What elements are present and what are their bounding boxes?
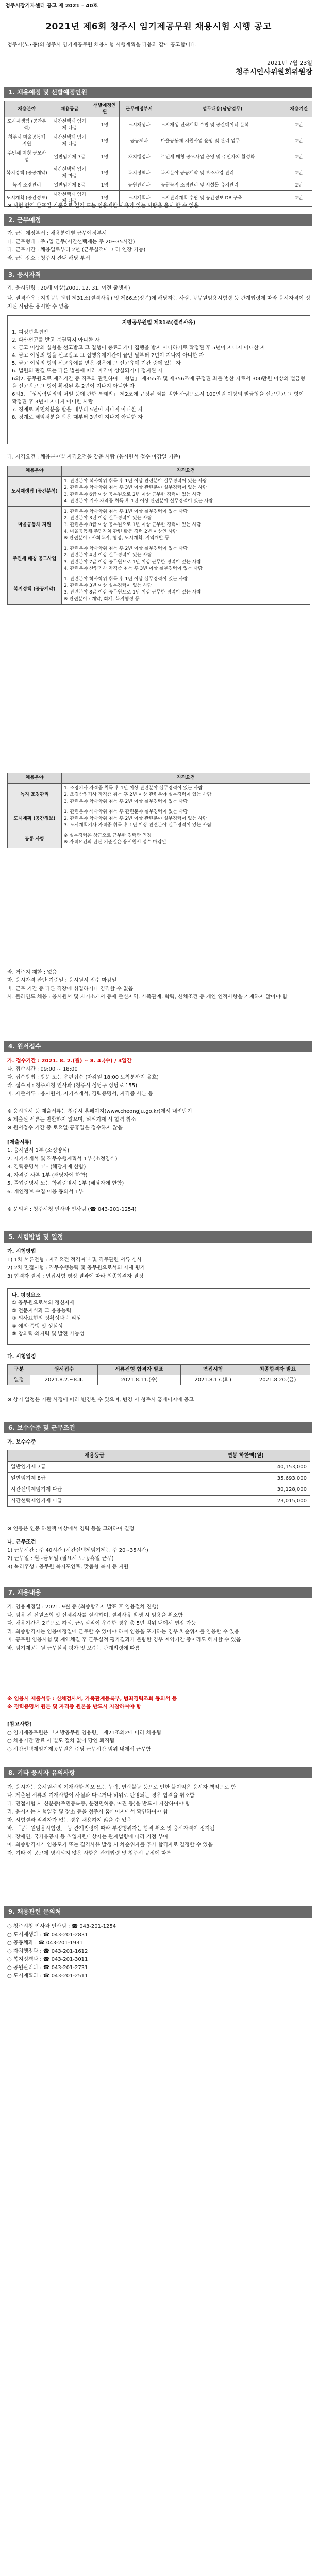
box-line: 6의3. 「성폭력범죄의 처벌 등에 관한 특례법」 제2조에 규정된 죄를 범한 사람으로서 100만원 이상의 벌금형을 선고받고 그 형이 확정된 후 3년이 지나지 아니한 사람 — [12, 392, 304, 405]
pay-grade: 일반임기제 7급 — [8, 1462, 181, 1473]
hiring-line: 가. 임용예정일 : 2021. 9월 중 (최종합격자 발표 후 임용절차 진행) — [7, 1604, 159, 1610]
hiring-red-note: ※ 임용시 제출서류 : 신체검사서, 가족관계등록부, 범죄경력조회 동의서 등 — [7, 1696, 177, 1702]
schedule-cell: 일정 — [8, 1375, 30, 1385]
work-condition: 3) 복리후생 : 공무원 복지포인트, 맞춤형 복지 등 지원 — [7, 1564, 129, 1570]
box-line: 7. 징계로 파면처분을 받은 때부터 5년이 지나지 아니한 자 — [12, 407, 143, 413]
hiring-extra-line: ○ 임기제공무원은 「지방공무원 임용령」 제21조의2에 따라 채용됨 — [7, 1730, 161, 1736]
positions-cell: 2년 — [286, 149, 312, 165]
box-title: 지방공무원법 제31조(결격사유) — [122, 320, 196, 326]
note-line: 마. 시험결과 적격자가 없는 경우 채용하지 않을 수 있음 — [7, 1818, 132, 1823]
exam-method-line: 1) 1차 서류전형 : 자격요건 적격여부 및 직무관련 서류 심사 — [7, 1257, 142, 1263]
req-line: 1. 관련분야 학사학위 취득 후 2년 이상 실무경력이 있는 사람 — [64, 546, 188, 551]
schedule-note: ※ 상기 일정은 기관 사정에 따라 변경될 수 있으며, 변경 시 청주시 홈페이지에 공고 — [7, 1397, 194, 1403]
req-detail — [62, 784, 310, 807]
hiring-extra-line: ○ 시간선택제임기제공무원은 주당 근무시간 범위 내에서 근무함 — [7, 1747, 151, 1752]
positions-header: 선발예정인원 — [90, 101, 120, 117]
pay-amount: 23,015,000 — [181, 1496, 310, 1507]
application-contact: ※ 문의처 : 청주시청 인사과 인사팀 (☎ 043-201-1254) — [7, 1207, 137, 1212]
hiring-line: 다. 채용기간은 2년으로 하되, 근무실적이 우수한 경우 총 5년 범위 내에서 연장 가능 — [7, 1621, 196, 1626]
req-field: 녹지 조경관리 — [8, 784, 62, 807]
schedule-cell: 2021.8.20.(금) — [245, 1375, 310, 1385]
application-line: 마. 제출서류 : 응시원서, 자기소개서, 경력증명서, 자격증 사본 등 — [7, 1091, 154, 1097]
contact-line: ○ 공동체과 : ☎ 043-201-1931 — [7, 1940, 83, 1946]
positions-cell: 2년 — [286, 117, 312, 133]
hiring-extra — [7, 1721, 310, 1754]
pay-header: 채용등급 — [8, 1450, 181, 1462]
application-list — [7, 1057, 310, 1098]
note-line: 사. 장애인, 국가유공자 등 취업지원대상자는 관계법령에 따라 가점 부여 — [7, 1834, 168, 1840]
note-line: 가. 응시자는 응시원서의 기재사항 착오 또는 누락, 연락불능 등으로 인한 불이익은 응시자 책임으로 함 — [7, 1785, 236, 1790]
document-item: 2. 자기소개서 및 직무수행계획서 1부 (소정양식) — [7, 1156, 118, 1162]
note-line: 라. 응시자는 시험일정 및 장소 등을 청주시 홈페이지에서 확인하여야 함 — [7, 1809, 168, 1815]
req-line: 3. 관련분야 8급 이상 공무원으로 1년 이상 근무한 경력이 있는 사람 — [64, 522, 201, 528]
work-conditions — [7, 1538, 310, 1571]
req-line: 3. 관련분야 학사학위 취득 후 2년 이상 실무경력이 있는 사람 — [64, 799, 188, 804]
positions-cell: 주민세 매칭 공모사업 — [5, 149, 49, 165]
table-row — [5, 165, 312, 181]
application-sub-line: ※ 원서접수 기간 중 토요일·공휴일은 접수하지 않음 — [7, 1125, 123, 1131]
req-field: 복지정책 (공공계약) — [8, 574, 62, 605]
req-line: ※ 실무경력은 상근으로 근무한 경력만 인정 — [64, 833, 152, 838]
positions-cell: 1명 — [90, 133, 120, 149]
box-line: 4. 금고 이상의 형을 선고받고 그 집행유예기간이 끝난 날부터 2년이 지나지 아니한 자 — [12, 353, 204, 359]
disqualification-box — [7, 315, 310, 444]
table-row — [8, 477, 310, 507]
table-row — [8, 507, 310, 544]
document-item: 6. 개인정보 수집·이용 동의서 1부 — [7, 1189, 84, 1195]
req-field: 도시재생팀 (공간분석) — [8, 477, 62, 507]
positions-cell: 2년 — [286, 191, 312, 207]
positions-cell: 시간선택제 임기제 다급 — [49, 191, 90, 207]
work-conditions-title: 나. 근무조건 — [7, 1539, 36, 1545]
req-line: 2. 조경산업기사 자격증 취득 후 2년 이상 관련분야 실무경력이 있는 사람 — [64, 792, 212, 798]
contact-line: ○ 자치행정과 : ☎ 043-201-1612 — [7, 1948, 88, 1954]
box-line: 5. 금고 이상의 형의 선고유예를 받은 경우에 그 선고유예 기간 중에 있는 자 — [12, 361, 181, 366]
table-row — [8, 544, 310, 574]
req-detail — [62, 477, 310, 507]
eligibility-age: 가. 응시연령 : 20세 이상(2001. 12. 31. 이전 출생자) — [7, 285, 130, 291]
positions-cell: 도시재생 전략계획 수립 및 공간데이터 분석 — [159, 117, 286, 133]
pay-grade: 시간선택제임기제 다급 — [8, 1484, 181, 1496]
req-line: 2. 관련분야 3년 이상 실무경력이 있는 사람 — [64, 516, 152, 521]
document-item: 4. 자격증 사본 1부 (해당자에 한함) — [7, 1173, 88, 1178]
positions-cell: 녹지 조경관리 — [5, 181, 49, 191]
requirements-table — [7, 466, 310, 605]
schedule-header: 최종합격자 발표 — [245, 1365, 310, 1375]
document-item: 1. 응시원서 1부 (소정양식) — [7, 1148, 70, 1154]
box-lines — [12, 329, 306, 421]
eligibility-note: 라. 거주지 제한 : 없음 — [7, 970, 57, 975]
table-row — [8, 574, 310, 605]
positions-cell: 공동체과 — [120, 133, 159, 149]
req-detail — [62, 544, 310, 574]
intro-text: 청주시(노∙동)의 청주시 임기제공무원 채용시험 시행계획을 다음과 같이 공고합니다. — [7, 42, 197, 48]
issuer: 청주시인사위원회위원장 — [236, 68, 312, 76]
box-line: 8. 징계로 해임처분을 받은 때부터 3년이 지나지 아니한 자 — [12, 415, 143, 420]
positions-cell: 주민세 매칭 공모사업 운영 및 주민자치 활성화 — [159, 149, 286, 165]
req-line: 2. 관련분야 3년 이상 실무경력이 있는 사람 — [64, 583, 152, 588]
contact-line: ○ 복지정책과 : ☎ 043-201-3011 — [7, 1957, 88, 1962]
box-line: 1. 피성년후견인 — [12, 330, 48, 335]
table-row — [8, 784, 310, 807]
req-line: 4. 관련분야 산업기사 자격증 취득 후 3년 이상 실무경력이 있는 사람 — [64, 566, 203, 571]
work-line: 나. 근무형태 : 주5일 근무(시간선택제는 주 20~35시간) — [7, 239, 135, 245]
section-header-contacts: 9. 채용관련 문의처 — [4, 1906, 312, 1918]
positions-cell: 1명 — [90, 191, 120, 207]
req-line: ※ 관련분야 : 계약, 회계, 복지행정 등 — [64, 597, 140, 602]
positions-cell: 청주시 마을공동체 지원 — [5, 133, 49, 149]
evaluation-item: ① 공무원으로서의 정신자세 — [12, 1300, 75, 1306]
req-field: 공통 사항 — [8, 831, 62, 848]
exam-method-title: 가. 시험방법 — [7, 1249, 36, 1255]
box-line: 3. 금고 이상의 실형을 선고받고 그 집행이 종료되거나 집행을 받지 아니하기로 확정된 후 5년이 지나지 아니한 자 — [12, 345, 265, 351]
req-line: ※ 관련분야 : 사회복지, 행정, 도시계획, 지역개발 등 — [64, 536, 170, 541]
positions-cell: 자치행정과 — [120, 149, 159, 165]
positions-cell: 공원녹지 조경관리 및 시설물 유지관리 — [159, 181, 286, 191]
eligibility-note: 사. 블라인드 채용 : 응시원서 및 자기소개서 등에 출신지역, 가족관계, 학력, 신체조건 등 개인 인적사항을 기재하지 않아야 함 — [7, 994, 288, 1000]
positions-cell: 도시계획 (공간정보) — [5, 191, 49, 207]
req-line: 1. 관련분야 석사학위 취득 후 1년 이상 관련분야 실무경력이 있는 사람 — [64, 479, 207, 484]
req-line: 3. 관련분야 6급 이상 공무원으로 2년 이상 근무한 경력이 있는 사람 — [64, 492, 201, 497]
hiring-extra-title: [참고사항] — [7, 1722, 32, 1727]
req-field: 도시계획 (공간정보) — [8, 807, 62, 831]
schedule-table — [7, 1364, 310, 1385]
pay-note: ※ 연봉은 연봉 하한액 이상에서 경력 등을 고려하여 결정 — [7, 1526, 135, 1532]
req-line: 1. 관련분야 학사학위 취득 후 1년 이상 실무경력이 있는 사람 — [64, 577, 188, 582]
hiring-red-notes — [7, 1695, 310, 1711]
req-line: 1. 관련분야 석사학위 취득 후 관련분야 실무경력이 있는 사람 — [64, 809, 188, 815]
req-line: 2. 관련분야 학사학위 취득 후 3년 이상 관련분야 실무경력이 있는 사람 — [64, 485, 207, 490]
work-line: 가. 근무예정부서 : 채용분야별 근무예정부서 — [7, 231, 107, 236]
document-item: 5. 졸업증명서 또는 학위증명서 1부 (해당자에 한함) — [7, 1181, 124, 1187]
announcement-number: 청주시장기자센터 공고 제 2021 – 40호 — [5, 3, 98, 9]
box-line: 6의2. 공무원으로 재직기간 중 직무와 관련하여 「형법」 제355조 및 제356조에 규정된 죄를 범한 자로서 300만원 이상의 벌금형을 선고받고 그 형이 확정된 후 2년이 지나지 아니한 자 — [12, 376, 306, 389]
table-row — [5, 181, 312, 191]
positions-cell: 1명 — [90, 181, 120, 191]
eligibility-disqualify: 나. 결격사유 : 지방공무원법 제31조(결격사유) 및 제66조(정년)에 해당하는 사람, 공무원임용시험령 등 관계법령에 따라 응시자격이 정지된 사람은 응시할 수 없음 — [7, 296, 310, 310]
box-line: 2. 파산선고를 받고 복권되지 아니한 자 — [12, 337, 100, 343]
req-line: 2. 관련분야 4년 이상 실무경력이 있는 사람 — [64, 553, 152, 558]
announcement-date: 2021년 7월 23일 — [267, 60, 312, 66]
note-line: 나. 제출된 서류의 기재사항이 사실과 다르거나 허위로 판명되는 경우 합격을 취소함 — [7, 1793, 195, 1799]
section-header-pay: 6. 보수수준 및 근무조건 — [4, 1422, 312, 1433]
pay-table — [7, 1450, 310, 1507]
section-header-positions: 1. 채용예정 및 선발예정인원 — [4, 87, 312, 98]
exam-method — [7, 1248, 310, 1281]
positions-header: 채용분야 — [5, 101, 49, 117]
positions-cell: 도시관리계획 수립 및 공간정보 DB 구축 — [159, 191, 286, 207]
req-detail — [62, 574, 310, 605]
eligibility-note: 마. 응시자격 판단 기준일 : 응시원서 접수 마감일 — [7, 978, 117, 984]
pay-grade: 일반임기제 8급 — [8, 1473, 181, 1484]
contacts-list — [7, 1923, 310, 1980]
table-row — [5, 133, 312, 149]
pay-header: 연봉 하한액(원) — [181, 1450, 310, 1462]
section-header-application: 4. 원서접수 — [4, 1041, 312, 1052]
contact-line: ○ 공원관리과 : ☎ 043-201-2731 — [7, 1965, 88, 1971]
hiring-extra-line: ○ 채용기간 만료 시 별도 절차 없이 당연 퇴직됨 — [7, 1738, 115, 1744]
work-line: 다. 근무기간 : 채용일로부터 2년 (근무실적에 따라 연장 가능) — [7, 247, 146, 253]
positions-cell: 1명 — [90, 165, 120, 181]
note-line: 바. 「공무원임용시험령」 등 관계법령에 따라 부정행위자는 합격 취소 및 응시자격이 정지됨 — [7, 1826, 215, 1832]
section-header-eligibility: 3. 응시자격 — [4, 269, 312, 280]
application-sub — [7, 1108, 310, 1132]
positions-cell: 1명 — [90, 117, 120, 133]
table-row — [5, 117, 312, 133]
positions-table — [4, 101, 312, 207]
application-line: 나. 접수시간 : 09:00 ~ 18:00 — [7, 1066, 78, 1072]
req-detail — [62, 807, 310, 831]
positions-header: 근무예정부서 — [120, 101, 159, 117]
positions-cell: 2년 — [286, 181, 312, 191]
schedule-header: 구분 — [8, 1365, 30, 1375]
table-row — [8, 807, 310, 831]
positions-cell: 복지정책과 — [120, 165, 159, 181]
positions-cell: 마을공동체 지원사업 운영 및 관리 업무 — [159, 133, 286, 149]
positions-cell: 일반임기제 8급 — [49, 181, 90, 191]
req-line: 3. 관련분야 8급 이상 공무원으로 1년 이상 근무한 경력이 있는 사람 — [64, 590, 201, 595]
pay-grade: 시간선택제임기제 마급 — [8, 1496, 181, 1507]
hiring-list — [7, 1603, 310, 1653]
hiring-line: 바. 임기제공무원 근무실적 평가 및 보수는 관계법령에 따름 — [7, 1646, 140, 1651]
contact-line: ○ 도시재생과 : ☎ 043-201-2831 — [7, 1932, 88, 1938]
req-line: 4. 관련분야 기사 자격증 취득 후 1년 이상 관련분야 실무경력이 있는 사람 — [64, 499, 213, 504]
req-line: 3. 관련분야 7급 이상 공무원으로 1년 이상 근무한 경력이 있는 사람 — [64, 560, 201, 565]
section-header-notes: 8. 기타 응시자 유의사항 — [4, 1767, 312, 1778]
evaluation-item: ② 전문지식과 그 응용능력 — [12, 1308, 72, 1314]
req-header: 채용분야 — [8, 466, 62, 477]
exam-method-line: 3) 합격자 결정 : 면접시험 평정 결과에 따라 최종합격자 결정 — [7, 1274, 144, 1279]
note-line: 다. 면접시험 시 신분증(주민등록증, 운전면허증, 여권 등)을 반드시 지참하여야 함 — [7, 1801, 191, 1807]
req-line: 1. 조경기사 자격증 취득 후 1년 이상 관련분야 실무경력이 있는 사람 — [64, 786, 203, 791]
application-sub-line: ※ 응시원서 등 제출서류는 청주시 홈페이지(www.cheongju.go.kr)에서 내려받기 — [7, 1109, 192, 1114]
positions-cell: 도시재생과 — [120, 117, 159, 133]
note-line: 아. 최종합격자가 임용포기 또는 결격사유 발생 시 차순위자를 추가 합격자로 결정할 수 있음 — [7, 1842, 213, 1848]
schedule-header: 면접시험 — [180, 1365, 245, 1375]
application-line: 다. 접수방법 : 방문 또는 우편접수 (마감일 18:00 도착분까지 유효) — [7, 1075, 159, 1080]
req-line: 1. 관련분야 학사학위 취득 후 1년 이상 실무경력이 있는 사람 — [64, 509, 188, 514]
schedule-header: 원서접수 — [30, 1365, 98, 1375]
schedule-title: 다. 시험일정 — [7, 1354, 36, 1360]
schedule-cell: 2021.8.11.(수) — [98, 1375, 180, 1385]
table-row — [8, 831, 310, 848]
table-row — [5, 149, 312, 165]
hiring-line: 나. 임용 전 신원조회 및 신체검사를 실시하며, 결격사유 발생 시 임용을 취소함 — [7, 1613, 183, 1618]
requirements-table-2 — [7, 773, 310, 848]
evaluation-item: ⑤ 창의력·의지력 및 발전 가능성 — [12, 1331, 85, 1337]
schedule-cell: 2021.8.17.(화) — [180, 1375, 245, 1385]
req-field: 주민세 매칭 공모사업 — [8, 544, 62, 574]
positions-cell: 시간선택제 임기제 마급 — [49, 165, 90, 181]
contact-line: ○ 도시계획과 : ☎ 043-201-2511 — [7, 1973, 88, 1979]
positions-cell: 2년 — [286, 165, 312, 181]
evaluation-box — [7, 1288, 310, 1345]
pay-amount: 40,153,000 — [181, 1462, 310, 1473]
pay-amount: 35,693,000 — [181, 1473, 310, 1484]
eligibility-note: 바. 근무 기간 중 다른 직장에 취업하거나 겸직할 수 없음 — [7, 986, 134, 992]
section-header-hiring: 7. 채용내용 — [4, 1587, 312, 1598]
hiring-line: 마. 공무원 임용시험 및 계약체결 후 근무실적 평가결과가 불량한 경우 계약기간 중이라도 해지할 수 있음 — [7, 1637, 241, 1643]
positions-cell: 도시계획과 — [120, 191, 159, 207]
req-header: 자격요건 — [62, 466, 310, 477]
application-sub-line: ※ 제출된 서류는 반환하지 않으며, 허위기재 시 합격 취소 — [7, 1117, 136, 1123]
positions-cell: 시간선택제 임기제 다급 — [49, 133, 90, 149]
application-line: 라. 접수처 : 청주시청 인사과 (청주시 상당구 상당로 155) — [7, 1083, 138, 1089]
positions-cell: 도시재생팀 (공간분석) — [5, 117, 49, 133]
eligibility-notes — [7, 969, 310, 1002]
req-header: 자격요건 — [62, 773, 310, 784]
hiring-red-note: ※ 경력증명서 원본 및 자격증 원본을 반드시 지참하여야 함 — [7, 1704, 141, 1710]
work-line: 라. 근무장소 : 청주시 관내 해당 부서 — [7, 256, 90, 261]
hiring-line: 라. 최종합격자는 임용예정일에 근무할 수 있어야 하며 임용을 포기하는 경우 차순위자를 임용할 수 있음 — [7, 1629, 240, 1635]
req-detail — [62, 507, 310, 544]
note-line: 자. 기타 이 공고에 명시되지 않은 사항은 관계법령 및 청주시 규정에 따름 — [7, 1851, 172, 1856]
section-header-work: 2. 근무예정 — [4, 214, 312, 226]
positions-header: 업무내용(담당업무) — [159, 101, 286, 117]
positions-cell: 1명 — [90, 149, 120, 165]
positions-cell: 복지분야 공공계약 및 보조사업 관리 — [159, 165, 286, 181]
schedule-header: 서류전형 합격자 발표 — [98, 1365, 180, 1375]
req-line: ※ 자격요건의 판단 기준일은 응시원서 접수 마감일 — [64, 840, 166, 845]
work-condition: 2) 근무일 : 월~금요일 (필요시 토·공휴일 근무) — [7, 1556, 114, 1562]
req-line: 3. 도시계획기사 자격증 취득 후 1년 이상 관련분야 실무경력이 있는 사람 — [64, 823, 212, 828]
positions-cell: 복지정책 (공공계약) — [5, 165, 49, 181]
evaluation-item: ③ 의사표현의 정확성과 논리성 — [12, 1316, 81, 1321]
documents-list — [7, 1139, 310, 1196]
req-header: 채용분야 — [8, 773, 62, 784]
req-line: 4. 마을공동체·주민자치 관련 활동 경력 2년 이상인 사람 — [64, 529, 177, 534]
positions-cell: 2년 — [286, 133, 312, 149]
positions-note: ※ 시험 합격 발표일 기준으로 결격 또는 임용제한 사유가 있는 사람은 응시 할 수 없음 — [7, 203, 199, 209]
schedule-cell: 2021.8.2.~8.4. — [30, 1375, 98, 1385]
work-condition: 1) 근무시간 : 주 40시간 (시간선택제임기제는 주 20~35시간) — [7, 1548, 148, 1553]
req-field: 마을공동체 지원 — [8, 507, 62, 544]
req-line: 2. 관련분야 학사학위 취득 후 2년 이상 관련분야 실무경력이 있는 사람 — [64, 816, 207, 821]
section-header-exam: 5. 시험방법 및 일정 — [4, 1231, 312, 1243]
box-line: 6. 법원의 판결 또는 다른 법률에 따라 자격이 상실되거나 정지된 자 — [12, 368, 163, 374]
notes-list — [7, 1784, 310, 1858]
req-detail — [62, 831, 310, 848]
positions-cell: 시간선택제 임기제 다급 — [49, 117, 90, 133]
documents-title: [제출서류] — [7, 1140, 32, 1145]
eligibility-requirements-heading: 다. 자격요건 : 채용분야별 자격요건을 갖춘 사람 (응시원서 접수 마감일 기준) — [7, 454, 180, 460]
positions-header: 채용등급 — [49, 101, 90, 117]
document-item: 3. 경력증명서 1부 (해당자에 한함) — [7, 1164, 86, 1170]
page-title: 2021년 제6회 청주시 임기제공무원 채용시험 시행 공고 — [45, 22, 272, 32]
evaluation-item: ④ 예의·품행 및 성실성 — [12, 1324, 63, 1329]
exam-method-line: 2) 2차 면접시험 : 직무수행능력 및 공무원으로서의 자세 평가 — [7, 1265, 145, 1271]
pay-amount: 30,128,000 — [181, 1484, 310, 1496]
positions-cell: 일반임기제 7급 — [49, 149, 90, 165]
pay-title: 가. 보수수준 — [7, 1439, 36, 1445]
work-list — [7, 230, 310, 263]
contact-line: ○ 청주시청 인사과 인사팀 : ☎ 043-201-1254 — [7, 1924, 116, 1929]
positions-header: 채용기간 — [286, 101, 312, 117]
positions-cell: 공원관리과 — [120, 181, 159, 191]
evaluation-title: 나. 평정요소 — [12, 1293, 41, 1298]
application-period: 가. 접수기간 : 2021. 8. 2.(월) ~ 8. 4.(수) / 3일간 — [7, 1058, 132, 1064]
